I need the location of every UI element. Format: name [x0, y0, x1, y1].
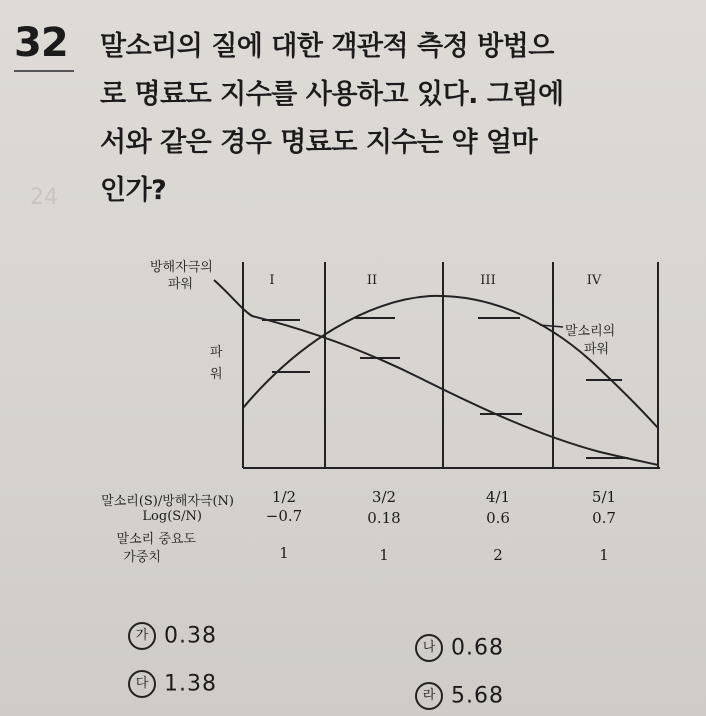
row-label-log: Log(S/N) — [142, 509, 202, 524]
band-label-4: IV — [586, 273, 602, 288]
log-band-1: −0.7 — [265, 507, 303, 525]
log-band-4: 0.7 — [592, 509, 616, 527]
sn-ratio-band-2: 3/2 — [371, 488, 397, 506]
log-band-3: 0.6 — [486, 509, 510, 527]
band-label-1: I — [269, 273, 275, 288]
option-da-marker: 다 — [128, 670, 156, 698]
question-text-line-4: 인가? — [100, 175, 167, 206]
row-label-importance-2: 가중치 — [123, 550, 161, 565]
sn-ratio-band-1: 1/2 — [271, 488, 297, 506]
chart-frame — [243, 262, 660, 468]
option-na[interactable] — [415, 634, 504, 662]
option-da[interactable] — [128, 670, 217, 698]
row-label-importance-1: 말소리 중요도 — [116, 532, 196, 547]
question-number: 32 — [14, 20, 68, 66]
weight-band-2: 1 — [379, 546, 389, 564]
option-da-value: 1.38 — [164, 671, 217, 697]
weight-band-3: 2 — [493, 546, 503, 564]
speech-power-label-1: 말소리의 — [565, 324, 616, 339]
bleed-through-text: 24 — [30, 185, 58, 210]
option-ga-value: 0.38 — [164, 623, 217, 649]
band-label-2: II — [366, 273, 378, 288]
noise-power-label-1: 방해자극의 — [150, 260, 213, 275]
speech-power-label-2: 파워 — [584, 342, 610, 357]
option-ga[interactable] — [128, 622, 217, 650]
weight-band-4: 1 — [599, 546, 609, 564]
sn-ratio-band-4: 5/1 — [591, 488, 617, 506]
band-label-3: III — [480, 273, 496, 288]
sn-ratio-band-3: 4/1 — [485, 488, 511, 506]
question-text-line-2: 로 명료도 지수를 사용하고 있다. 그림에 — [100, 79, 564, 110]
y-label-2: 워 — [210, 367, 223, 382]
y-label-1: 파 — [210, 345, 223, 360]
log-band-2: 0.18 — [367, 509, 401, 527]
series-speech-power — [243, 296, 658, 428]
option-na-value: 0.68 — [451, 635, 504, 661]
option-na-marker: 나 — [415, 634, 443, 662]
option-ra-marker: 라 — [415, 682, 443, 710]
row-label-sn-ratio: 말소리(S)/방해자극(N) — [101, 494, 234, 509]
question-text-line-3: 서와 같은 경우 명료도 지수는 약 얼마 — [100, 127, 538, 158]
noise-power-label-2: 파워 — [168, 277, 194, 292]
question-text-line-1: 말소리의 질에 대한 객관적 측정 방법으 — [100, 31, 554, 62]
weight-band-1: 1 — [279, 544, 289, 562]
option-ra-value: 5.68 — [451, 683, 504, 709]
option-ga-marker: 가 — [128, 622, 156, 650]
option-ra[interactable] — [415, 682, 504, 710]
